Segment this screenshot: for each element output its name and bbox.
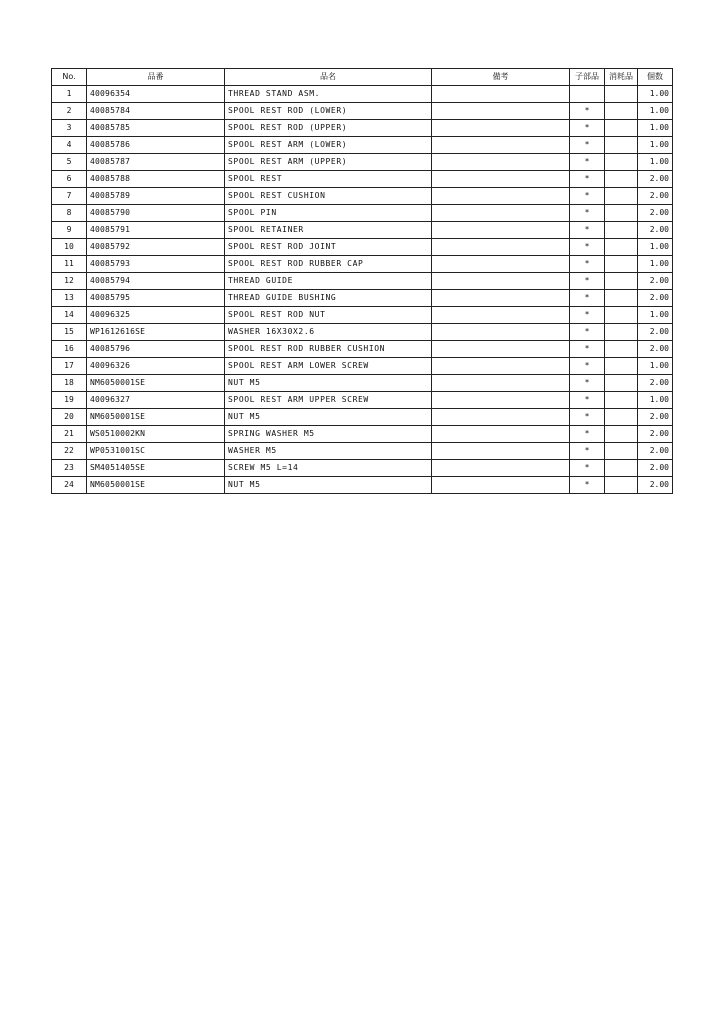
quantity: 1.00 [638,256,673,273]
part-number: SM4051405SE [87,460,225,477]
remarks-cell [432,171,570,188]
table-row [52,171,673,188]
quantity: 2.00 [638,205,673,222]
part-name: WASHER M5 [225,443,432,460]
table-body [52,86,673,494]
sub-part-mark: * [570,443,605,460]
part-number: 40085791 [87,222,225,239]
consumable-mark [605,256,638,273]
part-number: 40085793 [87,256,225,273]
table-row [52,86,673,103]
part-name: SPOOL REST ROD JOINT [225,239,432,256]
part-name: SPOOL REST ROD RUBBER CUSHION [225,341,432,358]
row-number: 18 [52,375,87,392]
part-number: 40096326 [87,358,225,375]
parts-list-table [51,68,673,494]
quantity: 1.00 [638,392,673,409]
consumable-mark [605,426,638,443]
part-number: 40085784 [87,103,225,120]
header-sub-part: 子部品 [570,69,605,86]
part-name: NUT M5 [225,477,432,494]
part-name: SPOOL REST ARM (LOWER) [225,137,432,154]
part-number: 40085785 [87,120,225,137]
consumable-mark [605,358,638,375]
sub-part-mark: * [570,341,605,358]
part-number: 40096354 [87,86,225,103]
row-number: 5 [52,154,87,171]
consumable-mark [605,222,638,239]
table-row [52,307,673,324]
row-number: 7 [52,188,87,205]
sub-part-mark: * [570,460,605,477]
quantity: 2.00 [638,409,673,426]
row-number: 9 [52,222,87,239]
consumable-mark [605,341,638,358]
table-row [52,324,673,341]
consumable-mark [605,273,638,290]
remarks-cell [432,409,570,426]
consumable-mark [605,205,638,222]
header-qty: 個数 [638,69,673,86]
header-part-no: 品番 [87,69,225,86]
part-name: SPOOL REST ROD RUBBER CAP [225,256,432,273]
table-row [52,290,673,307]
table-row [52,341,673,358]
quantity: 2.00 [638,273,673,290]
table-row [52,273,673,290]
sub-part-mark: * [570,392,605,409]
sub-part-mark: * [570,477,605,494]
row-number: 20 [52,409,87,426]
row-number: 16 [52,341,87,358]
sub-part-mark: * [570,324,605,341]
part-name: SPOOL REST ROD (UPPER) [225,120,432,137]
row-number: 19 [52,392,87,409]
part-name: SPOOL REST ROD NUT [225,307,432,324]
row-number: 10 [52,239,87,256]
consumable-mark [605,120,638,137]
consumable-mark [605,154,638,171]
table-row [52,443,673,460]
table-row [52,205,673,222]
sub-part-mark: * [570,188,605,205]
quantity: 2.00 [638,188,673,205]
quantity: 2.00 [638,171,673,188]
part-name: WASHER 16X30X2.6 [225,324,432,341]
row-number: 17 [52,358,87,375]
part-name: SPOOL RETAINER [225,222,432,239]
remarks-cell [432,324,570,341]
remarks-cell [432,154,570,171]
row-number: 8 [52,205,87,222]
sub-part-mark: * [570,409,605,426]
table-row [52,375,673,392]
part-number: 40085787 [87,154,225,171]
sub-part-mark: * [570,426,605,443]
remarks-cell [432,477,570,494]
part-number: 40085795 [87,290,225,307]
quantity: 1.00 [638,307,673,324]
table-row [52,477,673,494]
remarks-cell [432,103,570,120]
consumable-mark [605,324,638,341]
consumable-mark [605,392,638,409]
remarks-cell [432,137,570,154]
quantity: 2.00 [638,341,673,358]
quantity: 2.00 [638,375,673,392]
header-remarks: 備考 [432,69,570,86]
table-row [52,460,673,477]
part-number: 40085796 [87,341,225,358]
row-number: 15 [52,324,87,341]
sub-part-mark: * [570,120,605,137]
consumable-mark [605,443,638,460]
remarks-cell [432,188,570,205]
table-row [52,409,673,426]
sub-part-mark: * [570,358,605,375]
sub-part-mark: * [570,103,605,120]
header-name: 品名 [225,69,432,86]
quantity: 2.00 [638,477,673,494]
row-number: 3 [52,120,87,137]
quantity: 1.00 [638,239,673,256]
consumable-mark [605,239,638,256]
part-name: THREAD STAND ASM. [225,86,432,103]
sub-part-mark: * [570,239,605,256]
remarks-cell [432,375,570,392]
consumable-mark [605,290,638,307]
part-number: 40085786 [87,137,225,154]
row-number: 24 [52,477,87,494]
part-name: SPOOL REST CUSHION [225,188,432,205]
remarks-cell [432,341,570,358]
part-name: THREAD GUIDE BUSHING [225,290,432,307]
sub-part-mark: * [570,375,605,392]
table-row [52,103,673,120]
part-number: 40085790 [87,205,225,222]
consumable-mark [605,188,638,205]
table-row [52,137,673,154]
header-consumable: 消耗品 [605,69,638,86]
quantity: 1.00 [638,137,673,154]
part-name: SPOOL REST ARM (UPPER) [225,154,432,171]
quantity: 1.00 [638,358,673,375]
remarks-cell [432,443,570,460]
part-number: 40085789 [87,188,225,205]
part-name: SPOOL REST ARM LOWER SCREW [225,358,432,375]
sub-part-mark: * [570,154,605,171]
remarks-cell [432,120,570,137]
remarks-cell [432,290,570,307]
remarks-cell [432,358,570,375]
part-number: 40096325 [87,307,225,324]
part-name: SPOOL REST [225,171,432,188]
row-number: 22 [52,443,87,460]
part-number: 40096327 [87,392,225,409]
part-number: WS0510002KN [87,426,225,443]
remarks-cell [432,307,570,324]
consumable-mark [605,477,638,494]
quantity: 2.00 [638,426,673,443]
part-name: SCREW M5 L=14 [225,460,432,477]
remarks-cell [432,392,570,409]
quantity: 1.00 [638,154,673,171]
table-row [52,239,673,256]
consumable-mark [605,375,638,392]
row-number: 11 [52,256,87,273]
part-name: THREAD GUIDE [225,273,432,290]
remarks-cell [432,256,570,273]
part-name: SPOOL PIN [225,205,432,222]
part-number: NM6050001SE [87,477,225,494]
remarks-cell [432,239,570,256]
remarks-cell [432,273,570,290]
consumable-mark [605,409,638,426]
table-row [52,256,673,273]
table-row [52,426,673,443]
consumable-mark [605,307,638,324]
part-number: 40085788 [87,171,225,188]
consumable-mark [605,137,638,154]
sub-part-mark: * [570,256,605,273]
table-row [52,154,673,171]
part-name: SPRING WASHER M5 [225,426,432,443]
sub-part-mark: * [570,205,605,222]
quantity: 2.00 [638,324,673,341]
sub-part-mark: * [570,290,605,307]
row-number: 2 [52,103,87,120]
sub-part-mark: * [570,307,605,324]
table-row [52,392,673,409]
header-no: No. [52,69,87,86]
remarks-cell [432,222,570,239]
consumable-mark [605,103,638,120]
row-number: 4 [52,137,87,154]
row-number: 13 [52,290,87,307]
row-number: 1 [52,86,87,103]
consumable-mark [605,460,638,477]
part-name: NUT M5 [225,409,432,426]
row-number: 6 [52,171,87,188]
quantity: 2.00 [638,460,673,477]
table-row [52,120,673,137]
sub-part-mark [570,86,605,103]
part-name: NUT M5 [225,375,432,392]
remarks-cell [432,426,570,443]
consumable-mark [605,86,638,103]
part-name: SPOOL REST ARM UPPER SCREW [225,392,432,409]
quantity: 1.00 [638,120,673,137]
row-number: 23 [52,460,87,477]
part-name: SPOOL REST ROD (LOWER) [225,103,432,120]
sub-part-mark: * [570,137,605,154]
quantity: 1.00 [638,103,673,120]
row-number: 12 [52,273,87,290]
table-row [52,188,673,205]
part-number: 40085792 [87,239,225,256]
part-number: WP1612616SE [87,324,225,341]
quantity: 1.00 [638,86,673,103]
quantity: 2.00 [638,443,673,460]
part-number: 40085794 [87,273,225,290]
remarks-cell [432,86,570,103]
row-number: 21 [52,426,87,443]
sub-part-mark: * [570,273,605,290]
table-header-row [52,69,673,86]
consumable-mark [605,171,638,188]
row-number: 14 [52,307,87,324]
remarks-cell [432,205,570,222]
part-number: WP0531001SC [87,443,225,460]
table-row [52,222,673,239]
sub-part-mark: * [570,171,605,188]
quantity: 2.00 [638,222,673,239]
part-number: NM6050001SE [87,375,225,392]
remarks-cell [432,460,570,477]
quantity: 2.00 [638,290,673,307]
sub-part-mark: * [570,222,605,239]
table-row [52,358,673,375]
part-number: NM6050001SE [87,409,225,426]
